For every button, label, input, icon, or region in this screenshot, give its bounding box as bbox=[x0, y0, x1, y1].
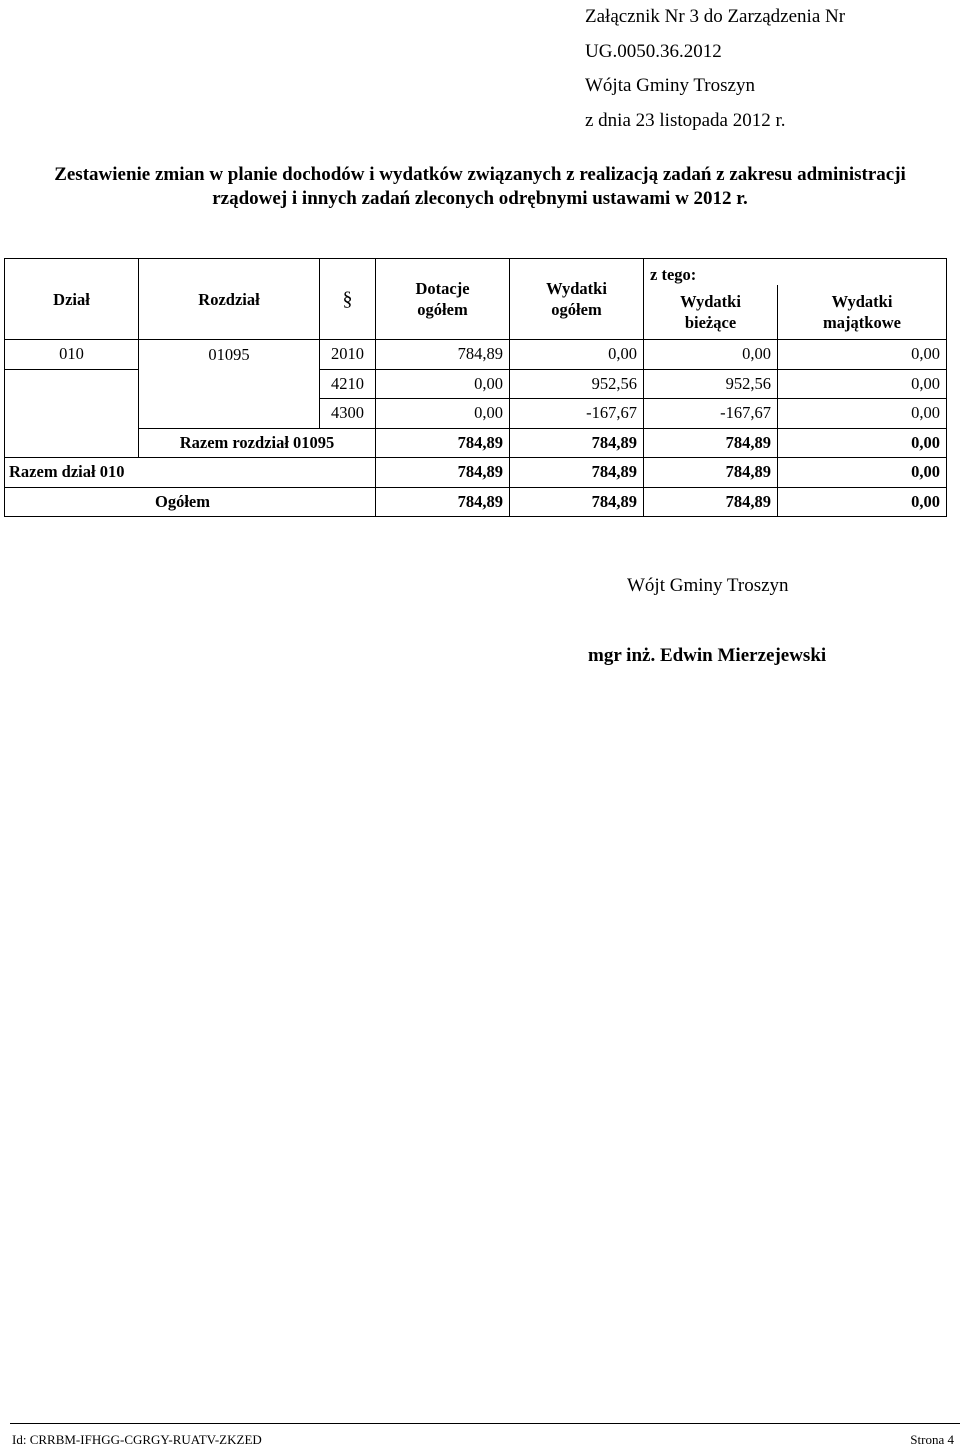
table-header-row-1 bbox=[5, 259, 947, 286]
header-dzial: Dział bbox=[5, 259, 139, 340]
header-line-attachment: Załącznik Nr 3 do Zarządzenia Nr bbox=[585, 6, 846, 27]
document-title-line-1: Zestawienie zmian w planie dochodów i wydatków związanych z realizacją zadań z zakresu administracji bbox=[54, 164, 906, 185]
grand-total-wydatki: 784,89 bbox=[510, 487, 644, 517]
header-wydatki-majatkowe bbox=[778, 285, 947, 340]
cell-biezace: 952,56 bbox=[644, 369, 778, 399]
cell-paragraf: 4300 bbox=[320, 399, 376, 429]
header-majatkowe-line-1: Wydatki bbox=[831, 292, 893, 311]
cell-majatkowe: 0,00 bbox=[778, 399, 947, 429]
cell-dzial-empty bbox=[5, 399, 139, 429]
cell-majatkowe: 0,00 bbox=[778, 340, 947, 370]
table-row bbox=[5, 369, 947, 399]
attachment-header bbox=[585, 0, 845, 138]
cell-rozdzial-empty bbox=[139, 399, 320, 429]
cell-wydatki: -167,67 bbox=[510, 399, 644, 429]
header-z-tego: z tego: bbox=[644, 259, 947, 286]
cell-dotacje: 0,00 bbox=[376, 369, 510, 399]
header-biezace-line-2: bieżące bbox=[684, 313, 737, 332]
footer-divider bbox=[10, 1423, 960, 1424]
header-biezace-line-1: Wydatki bbox=[680, 292, 741, 311]
table-row bbox=[5, 340, 947, 370]
document-title bbox=[0, 163, 960, 211]
header-dotacje-line-1: Dotacje bbox=[415, 279, 470, 298]
subtotal-rozdzial-wydatki: 784,89 bbox=[510, 428, 644, 458]
header-dotacje-ogolem bbox=[376, 259, 510, 340]
grand-total-majatkowe: 0,00 bbox=[778, 487, 947, 517]
cell-biezace: -167,67 bbox=[644, 399, 778, 429]
signature-name: mgr inż. Edwin Mierzejewski bbox=[588, 645, 827, 666]
header-majatkowe-line-2: majątkowe bbox=[823, 313, 901, 332]
grand-total-label: Ogółem bbox=[5, 487, 376, 517]
cell-biezace: 0,00 bbox=[644, 340, 778, 370]
header-rozdzial: Rozdział bbox=[139, 259, 320, 340]
header-dotacje-line-2: ogółem bbox=[417, 300, 468, 319]
header-wydatki-biezace bbox=[644, 285, 778, 340]
subtotal-rozdzial-majatkowe: 0,00 bbox=[778, 428, 947, 458]
subtotal-row-dzial bbox=[5, 458, 947, 488]
cell-paragraf: 4210 bbox=[320, 369, 376, 399]
subtotal-dzial-biezace: 784,89 bbox=[644, 458, 778, 488]
subtotal-rozdzial-biezace: 784,89 bbox=[644, 428, 778, 458]
cell-paragraf: 2010 bbox=[320, 340, 376, 370]
header-line-number: UG.0050.36.2012 bbox=[585, 40, 722, 62]
cell-wydatki: 952,56 bbox=[510, 369, 644, 399]
subtotal-dzial-label: Razem dział 010 bbox=[5, 458, 376, 488]
header-line-date: z dnia 23 listopada 2012 r. bbox=[585, 109, 786, 131]
header-wydatki-ogolem bbox=[510, 259, 644, 340]
header-wydatki-line-1: Wydatki bbox=[546, 279, 607, 298]
cell-dotacje: 0,00 bbox=[376, 399, 510, 429]
signature-title: Wójt Gminy Troszyn bbox=[627, 575, 789, 596]
budget-table bbox=[4, 258, 947, 517]
grand-total-dotacje: 784,89 bbox=[376, 487, 510, 517]
table-row bbox=[5, 399, 947, 429]
cell-wydatki: 0,00 bbox=[510, 340, 644, 370]
subtotal-dzial-dotacje: 784,89 bbox=[376, 458, 510, 488]
document-title-line-2: rządowej i innych zadań zleconych odrębnymi ustawami w 2012 r. bbox=[212, 188, 748, 209]
subtotal-rozdzial-label: Razem rozdział 01095 bbox=[139, 428, 376, 458]
cell-dzial-empty bbox=[5, 369, 139, 399]
subtotal-dzial-majatkowe: 0,00 bbox=[778, 458, 947, 488]
cell-dzial-empty bbox=[5, 428, 139, 458]
cell-rozdzial-empty bbox=[139, 369, 320, 399]
footer-document-id: Id: CRRBM-IFHGG-CGRGY-RUATV-ZKZED bbox=[12, 1432, 262, 1447]
header-wydatki-line-2: ogółem bbox=[551, 300, 602, 319]
footer-page-number: Strona 4 bbox=[910, 1432, 954, 1447]
subtotal-rozdzial-dotacje: 784,89 bbox=[376, 428, 510, 458]
header-paragraf: § bbox=[320, 259, 376, 340]
subtotal-dzial-wydatki: 784,89 bbox=[510, 458, 644, 488]
cell-majatkowe: 0,00 bbox=[778, 369, 947, 399]
cell-dzial: 010 bbox=[5, 340, 139, 370]
grand-total-biezace: 784,89 bbox=[644, 487, 778, 517]
subtotal-row-rozdzial bbox=[5, 428, 947, 458]
grand-total-row bbox=[5, 487, 947, 517]
cell-dotacje: 784,89 bbox=[376, 340, 510, 370]
header-line-authority: Wójta Gminy Troszyn bbox=[585, 75, 755, 96]
cell-rozdzial: 01095 bbox=[139, 340, 320, 370]
